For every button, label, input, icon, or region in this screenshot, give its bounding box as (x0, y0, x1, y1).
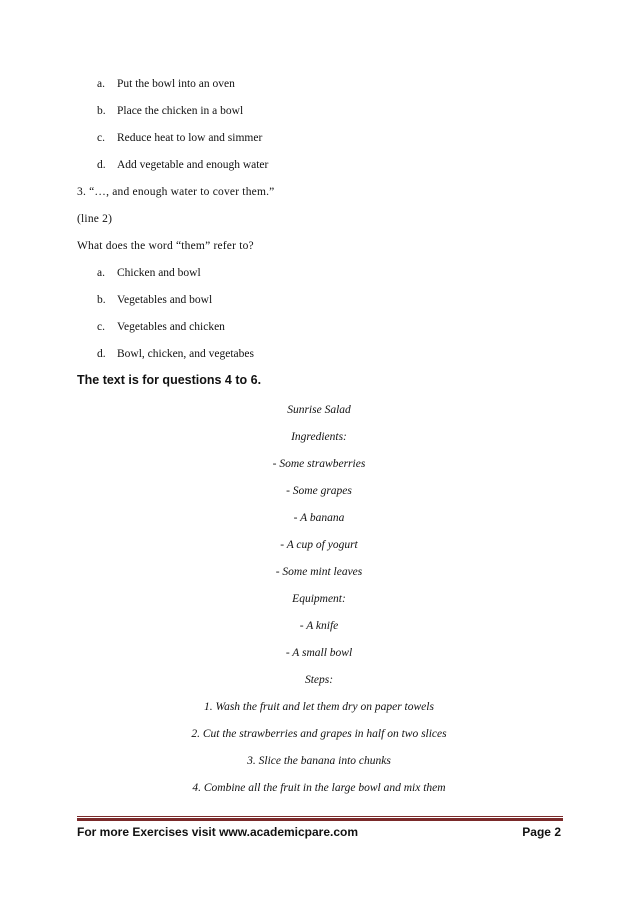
step-item (0, 754, 638, 768)
recipe-title-text: Sunrise Salad (287, 404, 351, 416)
option-text: Put the bowl into an oven (117, 78, 235, 90)
ingredient-text: - A banana (293, 512, 345, 524)
ingredients-label (0, 430, 638, 444)
equipment-item (0, 646, 638, 660)
section-heading: The text is for questions 4 to 6. (77, 373, 262, 387)
steps-label-text: Steps: (304, 674, 334, 686)
ingredients-label-text: Ingredients: (291, 431, 347, 443)
question-3-line-ref: (line 2) (77, 213, 113, 225)
ingredient-text: - A cup of yogurt (280, 539, 358, 551)
steps-label (0, 673, 638, 687)
step-item (0, 727, 638, 741)
option-text: Reduce heat to low and simmer (117, 132, 263, 144)
step-text: 2. Cut the strawberries and grapes in half on two slices (191, 728, 447, 740)
ingredient-text: - Some strawberries (272, 458, 366, 470)
recipe-title (0, 403, 638, 417)
ingredient-item (0, 484, 638, 498)
ingredient-text: - Some mint leaves (275, 566, 363, 578)
step-text: 4. Combine all the fruit in the large bowl and mix them (192, 782, 446, 794)
option-text: Place the chicken in a bowl (117, 105, 244, 117)
page-number: Page 2 (522, 825, 561, 839)
equipment-label (0, 592, 638, 606)
option-text: Chicken and bowl (117, 267, 201, 279)
question-3-quote: 3. “…, and enough water to cover them.” (77, 186, 275, 198)
equipment-item (0, 619, 638, 633)
step-text: 1. Wash the fruit and let them dry on paper towels (204, 701, 434, 713)
option-letter: c. (97, 132, 105, 144)
option-letter: b. (97, 105, 106, 117)
option-letter: d. (97, 348, 106, 360)
equipment-label-text: Equipment: (292, 593, 346, 605)
option-letter: d. (97, 159, 106, 171)
option-text: Bowl, chicken, and vegetabes (117, 348, 254, 360)
question-3-prompt: What does the word “them” refer to? (77, 240, 254, 252)
option-text: Add vegetable and enough water (117, 159, 269, 171)
option-letter: b. (97, 294, 106, 306)
ingredient-item (0, 565, 638, 579)
option-letter: a. (97, 267, 105, 279)
option-letter: c. (97, 321, 105, 333)
footer-website-note: For more Exercises visit www.academicpare.com (77, 825, 359, 839)
ingredient-item (0, 511, 638, 525)
option-text: Vegetables and chicken (117, 321, 225, 333)
footer-divider-thick (77, 818, 563, 821)
ingredient-item (0, 538, 638, 552)
option-text: Vegetables and bowl (117, 294, 213, 306)
step-item (0, 700, 638, 714)
ingredient-item (0, 457, 638, 471)
step-text: 3. Slice the banana into chunks (247, 755, 391, 767)
ingredient-text: - Some grapes (286, 485, 352, 497)
equipment-text: - A knife (299, 620, 339, 632)
option-letter: a. (97, 78, 105, 90)
footer-divider-thin (77, 816, 563, 817)
equipment-text: - A small bowl (285, 647, 353, 659)
step-item (0, 781, 638, 795)
